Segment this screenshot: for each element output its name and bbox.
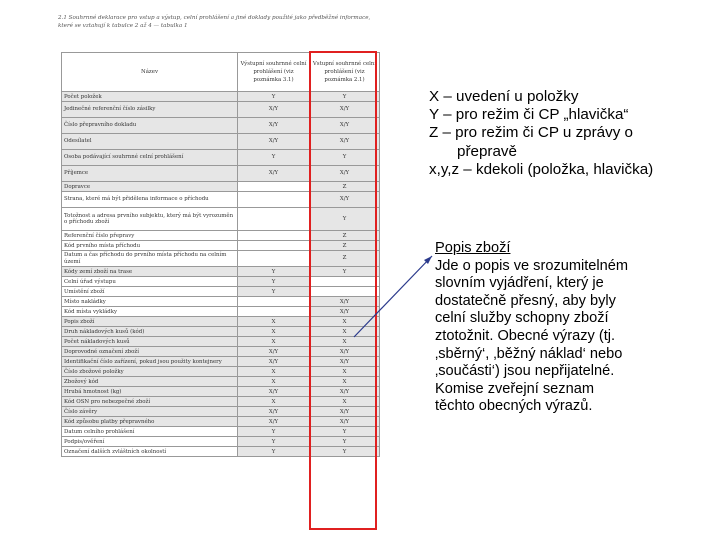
- legend-line: x,y,z – kdekoli (položka, hlavička): [429, 160, 654, 178]
- exit-declaration-cell: X: [238, 337, 310, 347]
- table-row: [62, 447, 380, 457]
- description-title: Popis zboží: [435, 240, 511, 256]
- table-row: [62, 397, 380, 407]
- exit-declaration-cell: X: [238, 397, 310, 407]
- entry-declaration-cell: Y: [310, 92, 380, 102]
- table-row: [62, 150, 380, 166]
- entry-declaration-cell: X/Y: [310, 134, 380, 150]
- table-body: [62, 92, 380, 457]
- row-label: Hrubá hmotnost (kg): [62, 387, 238, 397]
- entry-declaration-cell: X/Y: [310, 387, 380, 397]
- table-row: [62, 102, 380, 118]
- entry-declaration-cell: X: [310, 367, 380, 377]
- row-label: Počet nákladových kusů: [62, 337, 238, 347]
- description-body: [435, 258, 707, 416]
- table-row: [62, 427, 380, 437]
- entry-declaration-cell: X: [310, 397, 380, 407]
- row-label: Datum celního prohlášení: [62, 427, 238, 437]
- table-row: [62, 267, 380, 277]
- exit-declaration-cell: X: [238, 317, 310, 327]
- table-row: [62, 307, 380, 317]
- entry-declaration-cell: X: [310, 327, 380, 337]
- table-row: [62, 241, 380, 251]
- row-label: Kódy zemí zboží na trase: [62, 267, 238, 277]
- description-line: dostatečně přesný, aby byly: [435, 292, 616, 309]
- table-caption: 2.1 Souhrnné deklarace pro vstup a výstup, celní prohlášení a jiné doklady použité jako předběžné informace, které se vztahují k tabulce 2 až 4 — tabulka 1: [58, 15, 371, 29]
- entry-declaration-cell: X: [310, 317, 380, 327]
- entry-declaration-cell: Z: [310, 241, 380, 251]
- row-label: Druh nákladových kusů (kód): [62, 327, 238, 337]
- exit-declaration-cell: Y: [238, 447, 310, 457]
- table-row: [62, 297, 380, 307]
- entry-declaration-cell: X/Y: [310, 407, 380, 417]
- exit-declaration-cell: X/Y: [238, 387, 310, 397]
- exit-declaration-cell: X/Y: [238, 102, 310, 118]
- entry-declaration-cell: Y: [310, 208, 380, 231]
- entry-declaration-cell: X/Y: [310, 417, 380, 427]
- row-label: Kód OSN pro nebezpečné zboží: [62, 397, 238, 407]
- row-label: Celní úřad výstupu: [62, 277, 238, 287]
- row-label: Doprovodné označení zboží: [62, 347, 238, 357]
- exit-declaration-cell: Y: [238, 287, 310, 297]
- table-row: [62, 182, 380, 192]
- column-header-name: Název: [62, 53, 238, 92]
- row-label: Odesílatel: [62, 134, 238, 150]
- exit-declaration-cell: X/Y: [238, 134, 310, 150]
- table-row: [62, 251, 380, 267]
- table-row: [62, 357, 380, 367]
- table-row: [62, 317, 380, 327]
- row-label: Příjemce: [62, 166, 238, 182]
- row-label: Osoba podávající souhrnné celní prohlášení: [62, 150, 238, 166]
- description-line: Komise zveřejní seznam: [435, 380, 594, 397]
- row-label: Zbožový kód: [62, 377, 238, 387]
- row-label: Umístění zboží: [62, 287, 238, 297]
- table-row: [62, 377, 380, 387]
- exit-declaration-cell: X/Y: [238, 417, 310, 427]
- exit-declaration-cell: X: [238, 377, 310, 387]
- entry-declaration-cell: Y: [310, 150, 380, 166]
- exit-declaration-cell: [238, 307, 310, 317]
- entry-declaration-cell: [310, 287, 380, 297]
- exit-declaration-cell: Y: [238, 427, 310, 437]
- description-line: celní služby schopny zboží: [435, 310, 609, 327]
- row-label: Označení dalších zvláštních okolností: [62, 447, 238, 457]
- row-label: Kód způsobu platby přepravného: [62, 417, 238, 427]
- row-label: Strana, které má být přidělena informace o příchodu: [62, 192, 238, 208]
- description-line: slovním vyjádření, který je: [435, 275, 604, 292]
- exit-declaration-cell: [238, 241, 310, 251]
- entry-declaration-cell: X/Y: [310, 297, 380, 307]
- row-label: Jedinečné referenční číslo zásilky: [62, 102, 238, 118]
- exit-declaration-cell: X/Y: [238, 357, 310, 367]
- description-line: ‚součásti‘) jsou nepřijatelné.: [435, 363, 615, 380]
- column-header-entry: Vstupní souhrnné celní prohlášení (viz poznámka 2.1): [310, 53, 380, 92]
- table-row: [62, 417, 380, 427]
- row-label: Dopravce: [62, 182, 238, 192]
- row-label: Číslo zbožové položky: [62, 367, 238, 377]
- table-row: [62, 367, 380, 377]
- entry-declaration-cell: X/Y: [310, 166, 380, 182]
- row-label: Počet položek: [62, 92, 238, 102]
- row-label: Kód prvního místa příchodu: [62, 241, 238, 251]
- exit-declaration-cell: [238, 192, 310, 208]
- customs-table: [61, 52, 380, 457]
- legend-line: X – uvedení u položky: [429, 88, 579, 105]
- entry-declaration-cell: Y: [310, 447, 380, 457]
- description-line: těchto obecných výrazů.: [435, 398, 593, 415]
- legend-line: Y – pro režim či CP „hlavička“: [429, 106, 629, 124]
- description-line: ztotožnit. Obecné výrazy (tj.: [435, 327, 616, 344]
- table-row: [62, 347, 380, 357]
- entry-declaration-cell: Z: [310, 182, 380, 192]
- exit-declaration-cell: [238, 231, 310, 241]
- exit-declaration-cell: [238, 297, 310, 307]
- table-row: [62, 231, 380, 241]
- exit-declaration-cell: X/Y: [238, 118, 310, 134]
- table-row: [62, 407, 380, 417]
- row-label: Datum a čas příchodu do prvního místa příchodu na celním území: [62, 251, 238, 267]
- legend-text: [429, 88, 714, 179]
- entry-declaration-cell: X/Y: [310, 192, 380, 208]
- table-row: [62, 337, 380, 347]
- legend-line: přepravě: [457, 142, 517, 160]
- table-row: [62, 327, 380, 337]
- exit-declaration-cell: X: [238, 327, 310, 337]
- exit-declaration-cell: X/Y: [238, 166, 310, 182]
- exit-declaration-cell: [238, 182, 310, 192]
- entry-declaration-cell: [310, 277, 380, 287]
- exit-declaration-cell: [238, 208, 310, 231]
- row-label: Referenční číslo přepravy: [62, 231, 238, 241]
- arrow-head: [424, 256, 432, 264]
- row-label: Číslo přepravního dokladu: [62, 118, 238, 134]
- entry-declaration-cell: Z: [310, 231, 380, 241]
- table-row: [62, 208, 380, 231]
- table-row: [62, 118, 380, 134]
- scanned-table-image: [58, 14, 384, 529]
- exit-declaration-cell: [238, 251, 310, 267]
- legend-line: Z – pro režim či CP u zprávy o: [429, 124, 633, 142]
- table-row: [62, 287, 380, 297]
- table-row: [62, 166, 380, 182]
- row-label: Podpis/ověření: [62, 437, 238, 447]
- exit-declaration-cell: Y: [238, 267, 310, 277]
- description-line: Jde o popis ve srozumitelném: [435, 257, 629, 274]
- entry-declaration-cell: X/Y: [310, 118, 380, 134]
- entry-declaration-cell: Y: [310, 427, 380, 437]
- exit-declaration-cell: Y: [238, 277, 310, 287]
- entry-declaration-cell: Y: [310, 267, 380, 277]
- table-row: [62, 192, 380, 208]
- row-label: Totožnost a adresa prvního subjektu, který má být vyrozuměn o příchodu zboží: [62, 208, 238, 231]
- entry-declaration-cell: X/Y: [310, 357, 380, 367]
- table-row: [62, 92, 380, 102]
- description-block: [435, 240, 707, 416]
- exit-declaration-cell: Y: [238, 150, 310, 166]
- row-label: Číslo závěry: [62, 407, 238, 417]
- entry-declaration-cell: X: [310, 337, 380, 347]
- entry-declaration-cell: X/Y: [310, 307, 380, 317]
- exit-declaration-cell: Y: [238, 92, 310, 102]
- exit-declaration-cell: X/Y: [238, 347, 310, 357]
- table-row: [62, 134, 380, 150]
- exit-declaration-cell: X: [238, 367, 310, 377]
- table-row: [62, 437, 380, 447]
- entry-declaration-cell: X/Y: [310, 102, 380, 118]
- row-label: Místo nakládky: [62, 297, 238, 307]
- row-label: Kód místa vykládky: [62, 307, 238, 317]
- row-label: Identifikační číslo zařízení, pokud jsou použity kontejnery: [62, 357, 238, 367]
- exit-declaration-cell: X/Y: [238, 407, 310, 417]
- entry-declaration-cell: X/Y: [310, 347, 380, 357]
- table-row: [62, 387, 380, 397]
- row-label: Popis zboží: [62, 317, 238, 327]
- entry-declaration-cell: Z: [310, 251, 380, 267]
- description-line: ‚sběrný‘, ‚běžný náklad‘ nebo: [435, 345, 623, 362]
- table-row: [62, 277, 380, 287]
- column-header-exit: Výstupní souhrnné celní prohlášení (viz poznámka 3.1): [238, 53, 310, 92]
- entry-declaration-cell: X: [310, 377, 380, 387]
- entry-declaration-cell: Y: [310, 437, 380, 447]
- exit-declaration-cell: Y: [238, 437, 310, 447]
